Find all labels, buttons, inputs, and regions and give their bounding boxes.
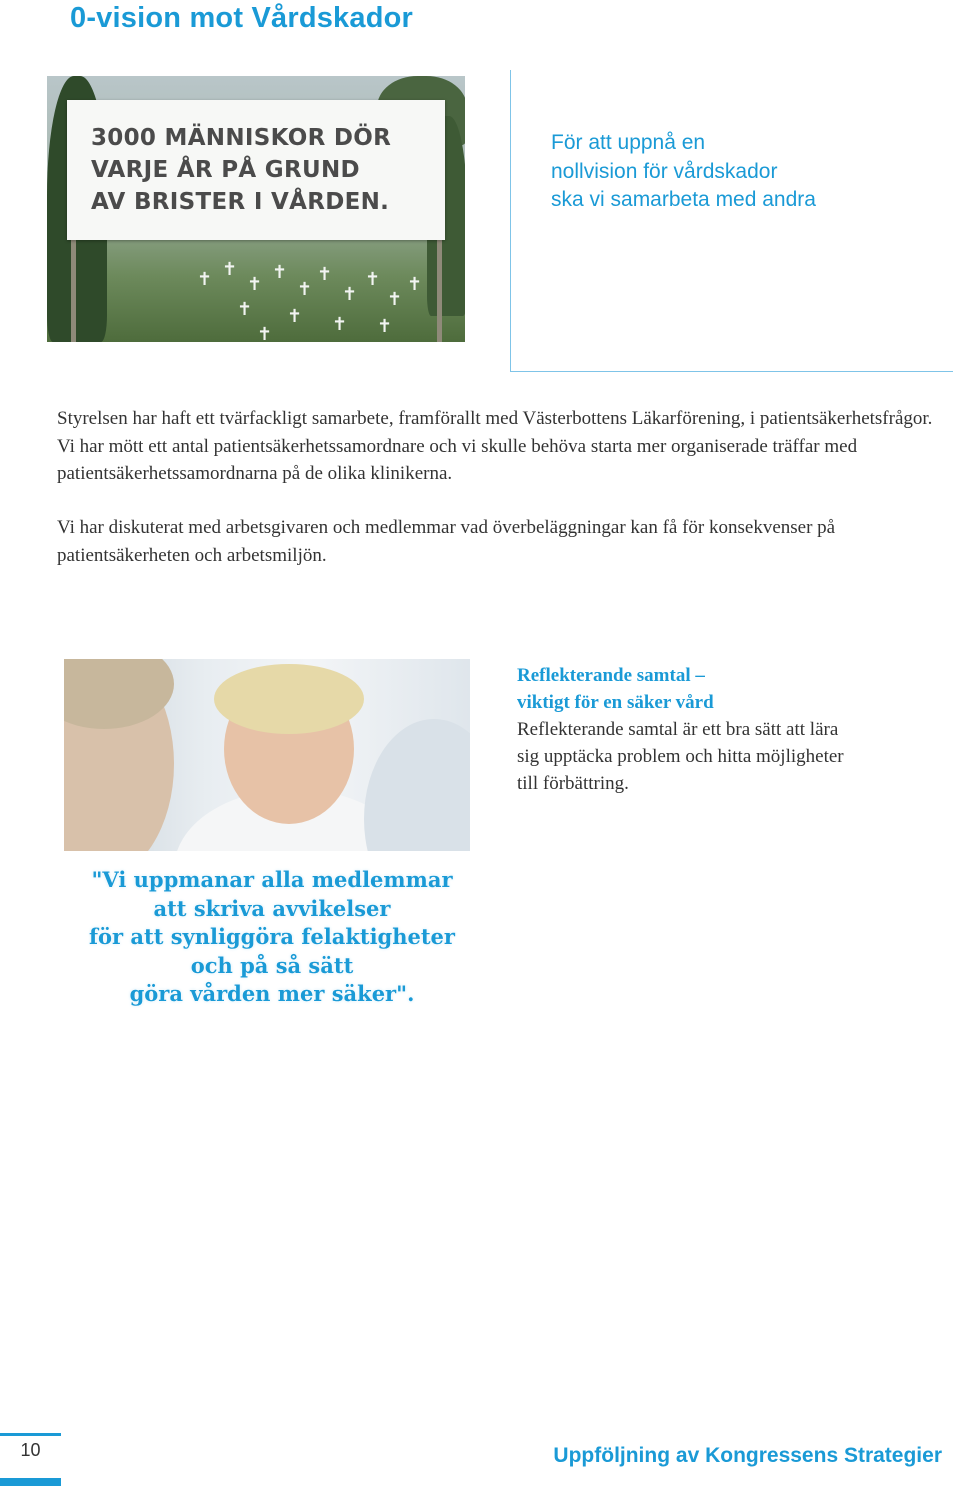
sidebar-quote-line: nollvision för vårdskador: [551, 159, 778, 183]
page-title: 0-vision mot Vårdskador: [70, 2, 414, 34]
reflect-block: [517, 662, 937, 797]
reflect-heading-line: viktigt för en säker vård: [517, 692, 714, 713]
sidebar-quote-line: ska vi samarbeta med andra: [551, 188, 816, 211]
billboard-line: AV BRISTER I VÅRDEN.: [91, 189, 390, 215]
member-quote-line: och på så sätt: [190, 952, 354, 978]
footer-accent-bar: [0, 1433, 61, 1436]
billboard-sign: [67, 100, 445, 240]
member-quote-line: att skriva avvikelser: [153, 895, 391, 921]
billboard-photo: 3000 MÄNNISKOR DÖR VARJE ÅR PÅ GRUND AV BRISTER I VÅRDEN. ✝ ✝ ✝ ✝ ✝ ✝ ✝ ✝ ✝ ✝ ✝ ✝ ✝ ✝ ✝: [47, 76, 465, 342]
billboard-line: 3000 MÄNNISKOR DÖR: [91, 125, 392, 151]
reflect-text-line: Reflekterande samtal är ett bra sätt att lära: [517, 719, 839, 740]
member-quote-line: göra vården mer säker".: [129, 981, 415, 1006]
footer-title: Uppföljning av Kongressens Strategier: [553, 1444, 942, 1467]
divider-vertical: [510, 70, 511, 372]
sidebar-quote-line: För att uppnå en: [551, 131, 706, 154]
reflect-heading: [517, 662, 937, 716]
member-quote-line: "Vi uppmanar alla medlemmar: [91, 867, 453, 892]
sidebar-quote: [551, 129, 931, 215]
reflect-text: [517, 716, 937, 797]
divider-horizontal: [510, 371, 953, 372]
reflect-text-line: till förbättring.: [517, 773, 629, 794]
member-quote: [64, 866, 480, 1009]
reflect-heading-line: Reflekterande samtal –: [517, 665, 705, 686]
member-quote-line: för att synliggöra felaktigheter: [89, 924, 455, 949]
footer-accent-bar: [0, 1478, 61, 1486]
reflect-text-line: sig upptäcka problem och hitta möjligheter: [517, 746, 844, 767]
page-number: 10: [20, 1440, 41, 1460]
body-paragraph: Styrelsen har haft ett tvärfackligt samarbete, framförallt med Västerbottens Läkarförening, i patientsäkerhetsfrågor. Vi har mött ett antal patientsäkerhetssamordnare och vi skulle behöva starta mer organiserade träffar med patientsäkerhetssamordnarna på de olika klinikerna.: [57, 408, 933, 484]
body-paragraph: Vi har diskuterat med arbetsgivaren och medlemmar vad överbeläggningar kan få för konsekvenser på patientsäkerheten och arbetsmiljön.: [57, 517, 836, 566]
billboard-line: VARJE ÅR PÅ GRUND: [91, 157, 360, 183]
woman-photo: [64, 659, 470, 851]
